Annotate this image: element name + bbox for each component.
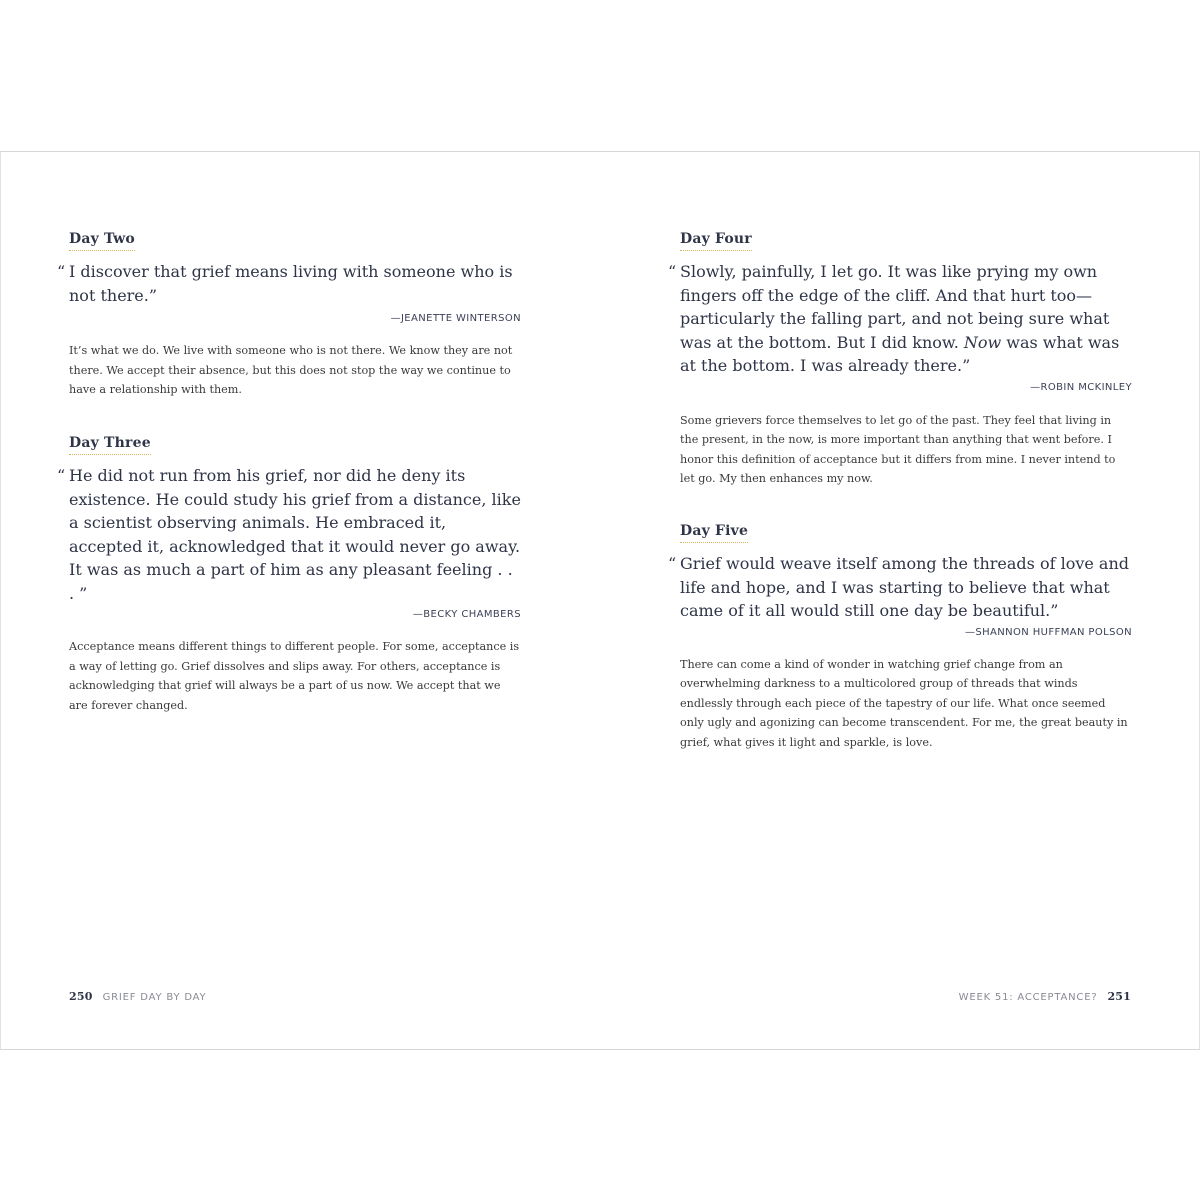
attribution: —ROBIN MCKINLEY [1030, 381, 1132, 393]
entry-day-two [57, 230, 521, 400]
commentary: Some grievers force themselves to let go of the past. They feel that living in the present, in the now, is more important than anything that went before. I honor this definition of acceptance but it differs from mine. I never intend to let go. My then enhances my now. [680, 413, 1116, 485]
right-page [668, 152, 1132, 1049]
commentary: Acceptance means different things to different people. For some, acceptance is a way of letting go. Grief dissolves and slips away. For others, acceptance is acknowledging that grief will always be a part of us now. We accept that we are forever changed. [69, 640, 520, 712]
book-spread [0, 151, 1200, 1050]
page-number: 250 [69, 990, 93, 1003]
entry-day-five [668, 522, 1132, 752]
quote [57, 464, 521, 605]
quote [668, 552, 1132, 623]
quote-text-italic: Now [963, 332, 1002, 352]
right-page-footer [959, 990, 1131, 1003]
page-number: 251 [1107, 990, 1131, 1003]
entry-day-four [668, 230, 1132, 489]
open-quote-mark: “ [668, 262, 677, 281]
open-quote-mark: “ [57, 262, 66, 281]
attribution: —SHANNON HUFFMAN POLSON [964, 626, 1132, 638]
open-quote-mark: “ [57, 466, 66, 485]
running-title: GRIEF DAY BY DAY [102, 992, 207, 1003]
commentary: There can come a kind of wonder in watching grief change from an overwhelming darkness to a multicolored group of threads that winds endlessly through each piece of the tapestry of our life. What once seemed only ugly and agonizing can become transcendent. For me, the great beauty in grief, what gives it light and sparkle, is love. [680, 657, 1128, 749]
day-heading: Day Five [680, 523, 748, 543]
attribution: —JEANETTE WINTERSON [390, 313, 521, 324]
quote-text-before: Slowly, painfully, I let go. It was like prying my own fingers off the edge of the cliff. And that hurt too—particularly the falling part, and not being sure what was at the bottom. But I did know. [680, 262, 1110, 352]
quote [57, 260, 521, 307]
open-quote-mark: “ [668, 554, 677, 573]
quote [668, 260, 1132, 378]
entry-day-three [57, 434, 521, 715]
day-heading: Day Three [69, 435, 151, 455]
day-heading: Day Four [680, 231, 752, 251]
attribution: —BECKY CHAMBERS [412, 609, 521, 620]
left-page [57, 152, 521, 1049]
day-heading: Day Two [69, 231, 135, 251]
left-page-footer [69, 990, 206, 1003]
quote-text: He did not run from his grief, nor did he deny its existence. He could study his grief from a distance, like a scientist observing animals. He embraced it, accepted it, acknowledged that it would never go away. It was as much a part of him as any pleasant feeling . . . ” [69, 466, 521, 603]
quote-text: Grief would weave itself among the threads of love and life and hope, and I was starting to believe that what came of it all would still one day be beautiful.” [680, 554, 1130, 620]
quote-text: I discover that grief means living with someone who is not there.” [69, 262, 513, 305]
commentary: It’s what we do. We live with someone who is not there. We know they are not there. We accept their absence, but this does not stop the way we continue to have a relationship with them. [69, 344, 513, 396]
quote-text-after: was what was at the bottom. I was already there.” [680, 332, 1120, 375]
running-title: WEEK 51: ACCEPTANCE? [958, 992, 1098, 1003]
